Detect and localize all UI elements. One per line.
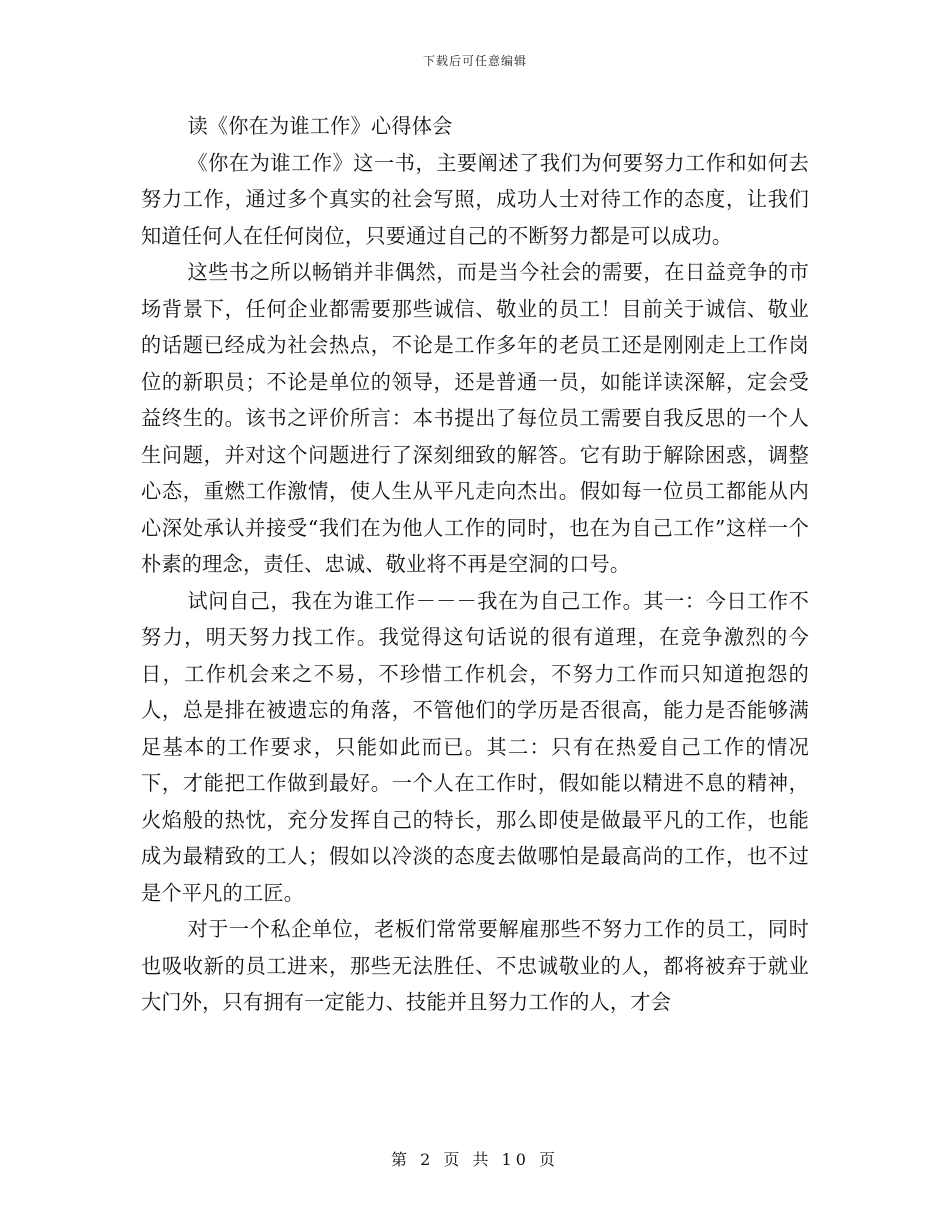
page-footer [0,1147,950,1170]
footer-page-number: 2 [420,1150,435,1169]
footer-suffix: 页 [539,1150,560,1169]
document-title: 读《你在为谁工作》心得体会 [187,114,453,138]
footer-middle: 页 共 [443,1150,493,1169]
document-body [141,108,809,1021]
paragraph-3: 试问自己，我在为谁工作－－－我在为自己工作。其一：今日工作不努力，明天努力找工作。我觉得这句话说的很有道理，在竞争激烈的今日，工作机会来之不易，不珍惜工作机会，不努力工作而只知道抱怨的人，总是排在被遗忘的角落，不管他们的学历是否很高，能力是否能够满足基本的工作要求，只能如此而已。其二：只有在热爱自己工作的情况下，才能把工作做到最好。一个人在工作时，假如能以精进不息的精神，火焰般的热忱，充分发挥自己的特长，那么即使是做最平凡的工作，也能成为最精致的工人；假如以冷淡的态度去做哪怕是最高尚的工作，也不过是个平凡的工匠。 [141,588,809,905]
footer-prefix: 第 [390,1150,411,1169]
paragraph-1: 《你在为谁工作》这一书，主要阐述了我们为何要努力工作和如何去努力工作，通过多个真实的社会写照，成功人士对待工作的态度，让我们知道任何人在任何岗位，只要通过自己的不断努力都是可以成功。 [141,150,809,248]
paragraph-4: 对于一个私企单位，老板们常常要解雇那些不努力工作的员工，同时也吸收新的员工进来，那些无法胜任、不忠诚敬业的人，都将被弃于就业大门外，只有拥有一定能力、技能并且努力工作的人，才会 [141,917,809,1014]
paragraph-2: 这些书之所以畅销并非偶然，而是当今社会的需要，在日益竞争的市场背景下，任何企业都需要那些诚信、敬业的员工！目前关于诚信、敬业的话题已经成为社会热点，不论是工作多年的老员工还是刚刚走上工作岗位的新职员；不论是单位的领导，还是普通一员，如能详读深解，定会受益终生的。该书之评价所言：本书提出了每位员工需要自我反思的一个人生问题，并对这个问题进行了深刻细致的解答。它有助于解除困惑，调整心态，重燃工作激情，使人生从平凡走向杰出。假如每一位员工都能从内心深处承认并接受“我们在为他人工作的同时，也在为自己工作”这样一个朴素的理念，责任、忠诚、敬业将不再是空洞的口号。 [141,260,809,576]
footer-total-pages: 10 [501,1150,530,1169]
page-header-note: 下载后可任意编辑 [422,54,527,68]
